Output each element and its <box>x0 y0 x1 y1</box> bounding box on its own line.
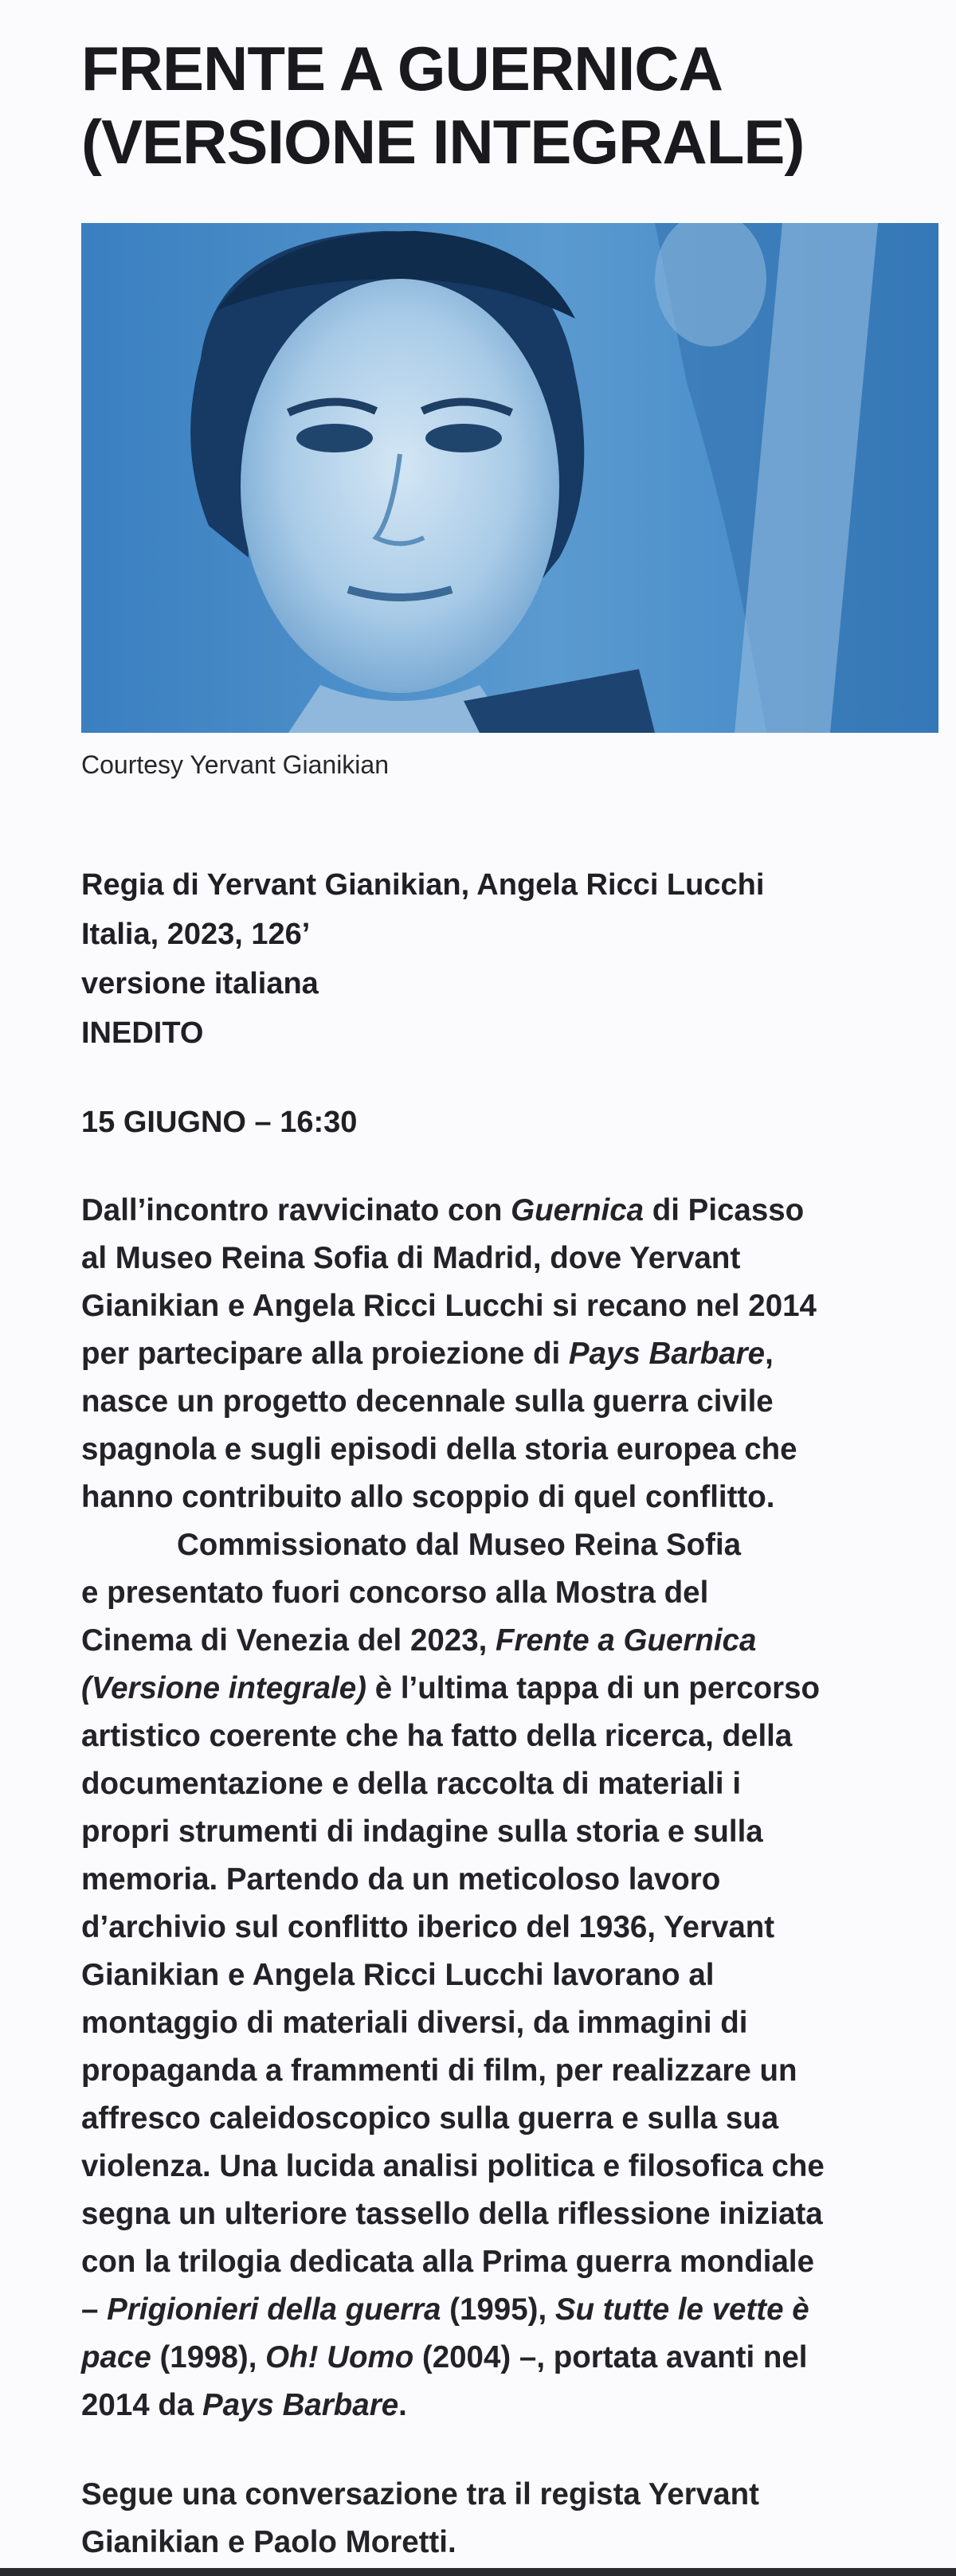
closing-line: Segue una conversazione tra il regista Yervant <box>81 2477 759 2511</box>
synopsis-line: con la trilogia dedicata alla Prima guerra mondiale <box>81 2245 815 2279</box>
synopsis-line: montaggio di materiali diversi, da immagini di <box>81 2006 748 2040</box>
premiere-status: INEDITO <box>81 1016 204 1050</box>
synopsis-line: spagnola e sugli episodi della storia europea che <box>81 1432 797 1466</box>
film-page <box>81 32 942 2559</box>
film-title-line-2: (VERSIONE INTEGRALE) <box>81 107 805 177</box>
synopsis-line: Gianikian e Angela Ricci Lucchi lavorano al <box>81 1958 715 1992</box>
synopsis-line: affresco caleidoscopico sulla guerra e sulla sua <box>81 2101 779 2136</box>
bottom-divider <box>0 2568 956 2576</box>
country-year-runtime: Italia, 2023, 126’ <box>81 918 311 951</box>
synopsis-line: propri strumenti di indagine sulla storia e sulla <box>81 1815 763 1849</box>
photo-caption: Courtesy Yervant Gianikian <box>81 750 389 779</box>
film-still-illustration <box>81 223 938 733</box>
synopsis-line: pace (1998), Oh! Uomo (2004) –, portata avanti nel <box>81 2340 808 2374</box>
film-title <box>81 32 942 178</box>
film-title-line-1: FRENTE A GUERNICA <box>81 33 723 104</box>
language-version: versione italiana <box>81 967 319 1000</box>
synopsis-line: hanno contribuito allo scoppio di quel conflitto. <box>81 1480 775 1514</box>
synopsis-line: e presentato fuori concorso alla Mostra del <box>81 1576 709 1610</box>
synopsis-line: 2014 da Pays Barbare. <box>81 2388 407 2422</box>
synopsis-line: Cinema di Venezia del 2023, Frente a Guernica <box>81 1623 757 1658</box>
synopsis-line: d’archivio sul conflitto iberico del 1936, Yervant <box>81 1910 775 1944</box>
closing-line: Gianikian e Paolo Moretti. <box>81 2525 456 2559</box>
synopsis <box>81 1187 942 2429</box>
synopsis-line: propaganda a frammenti di film, per realizzare un <box>81 2053 797 2088</box>
synopsis-line: documentazione e della raccolta di materiali i <box>81 1767 742 1801</box>
synopsis-line: – Prigionieri della guerra (1995), Su tutte le vette è <box>81 2292 809 2327</box>
synopsis-line: (Versione integrale) è l’ultima tappa di un percorso <box>81 1671 821 1705</box>
synopsis-line: violenza. Una lucida analisi politica e filosofica che <box>81 2149 825 2183</box>
director-credit: Regia di Yervant Gianikian, Angela Ricci Lucchi <box>81 868 765 902</box>
screening-datetime: 15 GIUGNO – 16:30 <box>81 1106 358 1139</box>
synopsis-line: Dall’incontro ravvicinato con Guernica di Picasso <box>81 1193 805 1227</box>
synopsis-line: Gianikian e Angela Ricci Lucchi si recano nel 2014 <box>81 1289 817 1323</box>
synopsis-line: al Museo Reina Sofia di Madrid, dove Yervant <box>81 1241 741 1275</box>
synopsis-line: artistico coerente che ha fatto della ricerca, della <box>81 1719 793 1753</box>
film-credits <box>81 860 764 1058</box>
synopsis-line: per partecipare alla proiezione di Pays Barbare, <box>81 1337 774 1371</box>
synopsis-line: nasce un progetto decennale sulla guerra civile <box>81 1384 774 1419</box>
film-still-photo <box>81 223 938 733</box>
synopsis-line: memoria. Partendo da un meticoloso lavoro <box>81 1862 721 1897</box>
synopsis-line: segna un ulteriore tassello della riflessione iniziata <box>81 2197 823 2231</box>
synopsis-line: Commissionato dal Museo Reina Sofia <box>177 1528 742 1562</box>
closing-note <box>81 2471 759 2566</box>
